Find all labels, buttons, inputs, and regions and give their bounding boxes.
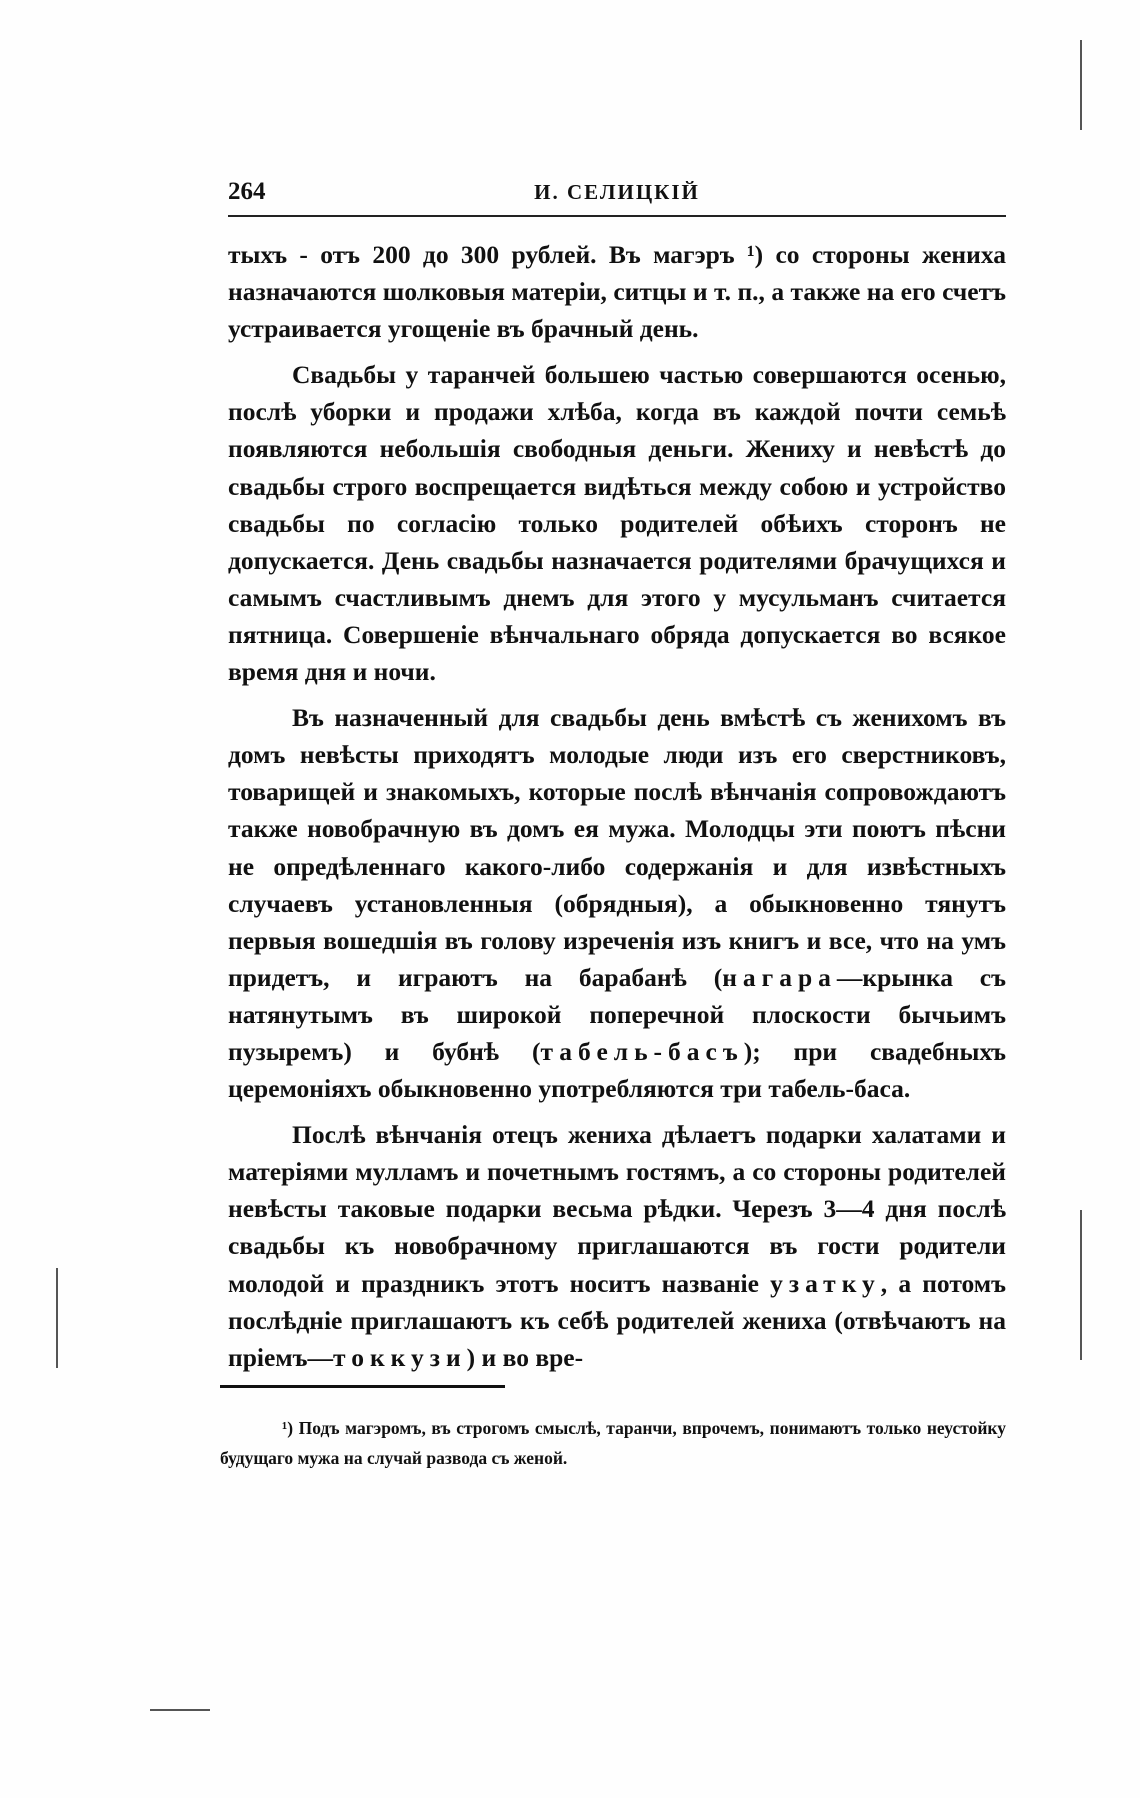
header-rule [228, 215, 1006, 217]
term-uzatku: узатку [770, 1268, 881, 1298]
paragraph-3 [228, 699, 1006, 1107]
paragraph-3-text-c: ); при свадебныхъ церемоніяхъ обыкновенно употребляются три табель-баса. [228, 1036, 1006, 1104]
footnote-text: ¹) Подъ магэромъ, въ строгомъ смыслѣ, таранчи, впрочемъ, понимаютъ только неустойку будущаго мужа на случай развода съ женой. [220, 1418, 1006, 1468]
paragraph-4-text-c: ) и во вре- [466, 1342, 584, 1372]
paragraph-2: Свадьбы у таранчей большею частью совершаются осенью, послѣ уборки и продажи хлѣба, когда въ каждой почти семьѣ появляются небольшія свободныя деньги. Жениху и невѣстѣ до свадьбы строго воспрещается видѣться между собою и устройство свадьбы по согласію только родителей обѣихъ сторонъ не допускается. День свадьбы назначается родителями брачущихся и самымъ счастливымъ днемъ для этого у мусульманъ считается пятница. Совершеніе вѣнчальнаго обряда допускается во всякое время дня и ночи. [228, 360, 1006, 687]
page-number: 264 [228, 178, 266, 205]
footnote [220, 1413, 1006, 1473]
running-head-author: И. СЕЛИЦКІЙ [534, 180, 700, 204]
term-tabel-bas: табель-басъ [540, 1036, 744, 1066]
scan-edge-mark [150, 1709, 210, 1711]
page-header [228, 178, 1006, 218]
paragraph-1: тыхъ - отъ 200 до 300 рублей. Въ магэръ ¹) со стороны жениха назначаются шолковыя матеріи, ситцы и т. п., а также на его счетъ устраивается угощеніе въ брачный день. [228, 240, 1006, 344]
scan-edge-mark [1080, 1210, 1082, 1360]
scan-edge-mark [56, 1268, 58, 1368]
scan-edge-mark [1080, 40, 1082, 130]
footnote-rule [220, 1385, 505, 1388]
paragraph-4-text-a: Послѣ вѣнчанія отецъ жениха дѣлаетъ подарки халатами и матеріями мулламъ и почетнымъ гостямъ, а со стороны родителей невѣсты таковые подарки весьма рѣдки. Черезъ 3—4 дня послѣ свадьбы къ новобрачному приглашаются въ гости родители молодой и праздникъ этотъ носитъ названіе [228, 1120, 1006, 1298]
paragraph-3-text-a: Въ назначенный для свадьбы день вмѣстѣ съ женихомъ въ домъ невѣсты приходятъ молодые люди изъ его сверстниковъ, товарищей и знакомыхъ, которые послѣ вѣнчанія сопровождаютъ также новобрачную въ домъ ея мужа. Молодцы эти поютъ пѣсни не опредѣленнаго какого-либо содержанія и для извѣстныхъ случаевъ установленныя (обрядныя), а обыкновенно тянутъ первыя вошедшія въ голову изреченія изъ книгъ и все, что на умъ придетъ, и играютъ на барабанѣ ( [228, 703, 1006, 992]
paragraph-4-text-b: , а потомъ послѣдніе приглашаютъ къ себѣ родителей жениха (отвѣчаютъ на пріемъ— [228, 1268, 1007, 1372]
term-tokkuzi: токкузи [333, 1342, 467, 1372]
term-nagara: нагара [722, 962, 837, 992]
paragraph-4 [228, 1116, 1006, 1376]
paragraph-3-text-b: —крынка съ натянутымъ въ широкой поперечной плоскости бычьимъ пузыремъ) и бубнѣ ( [228, 962, 1006, 1066]
body-text [228, 236, 1006, 1385]
